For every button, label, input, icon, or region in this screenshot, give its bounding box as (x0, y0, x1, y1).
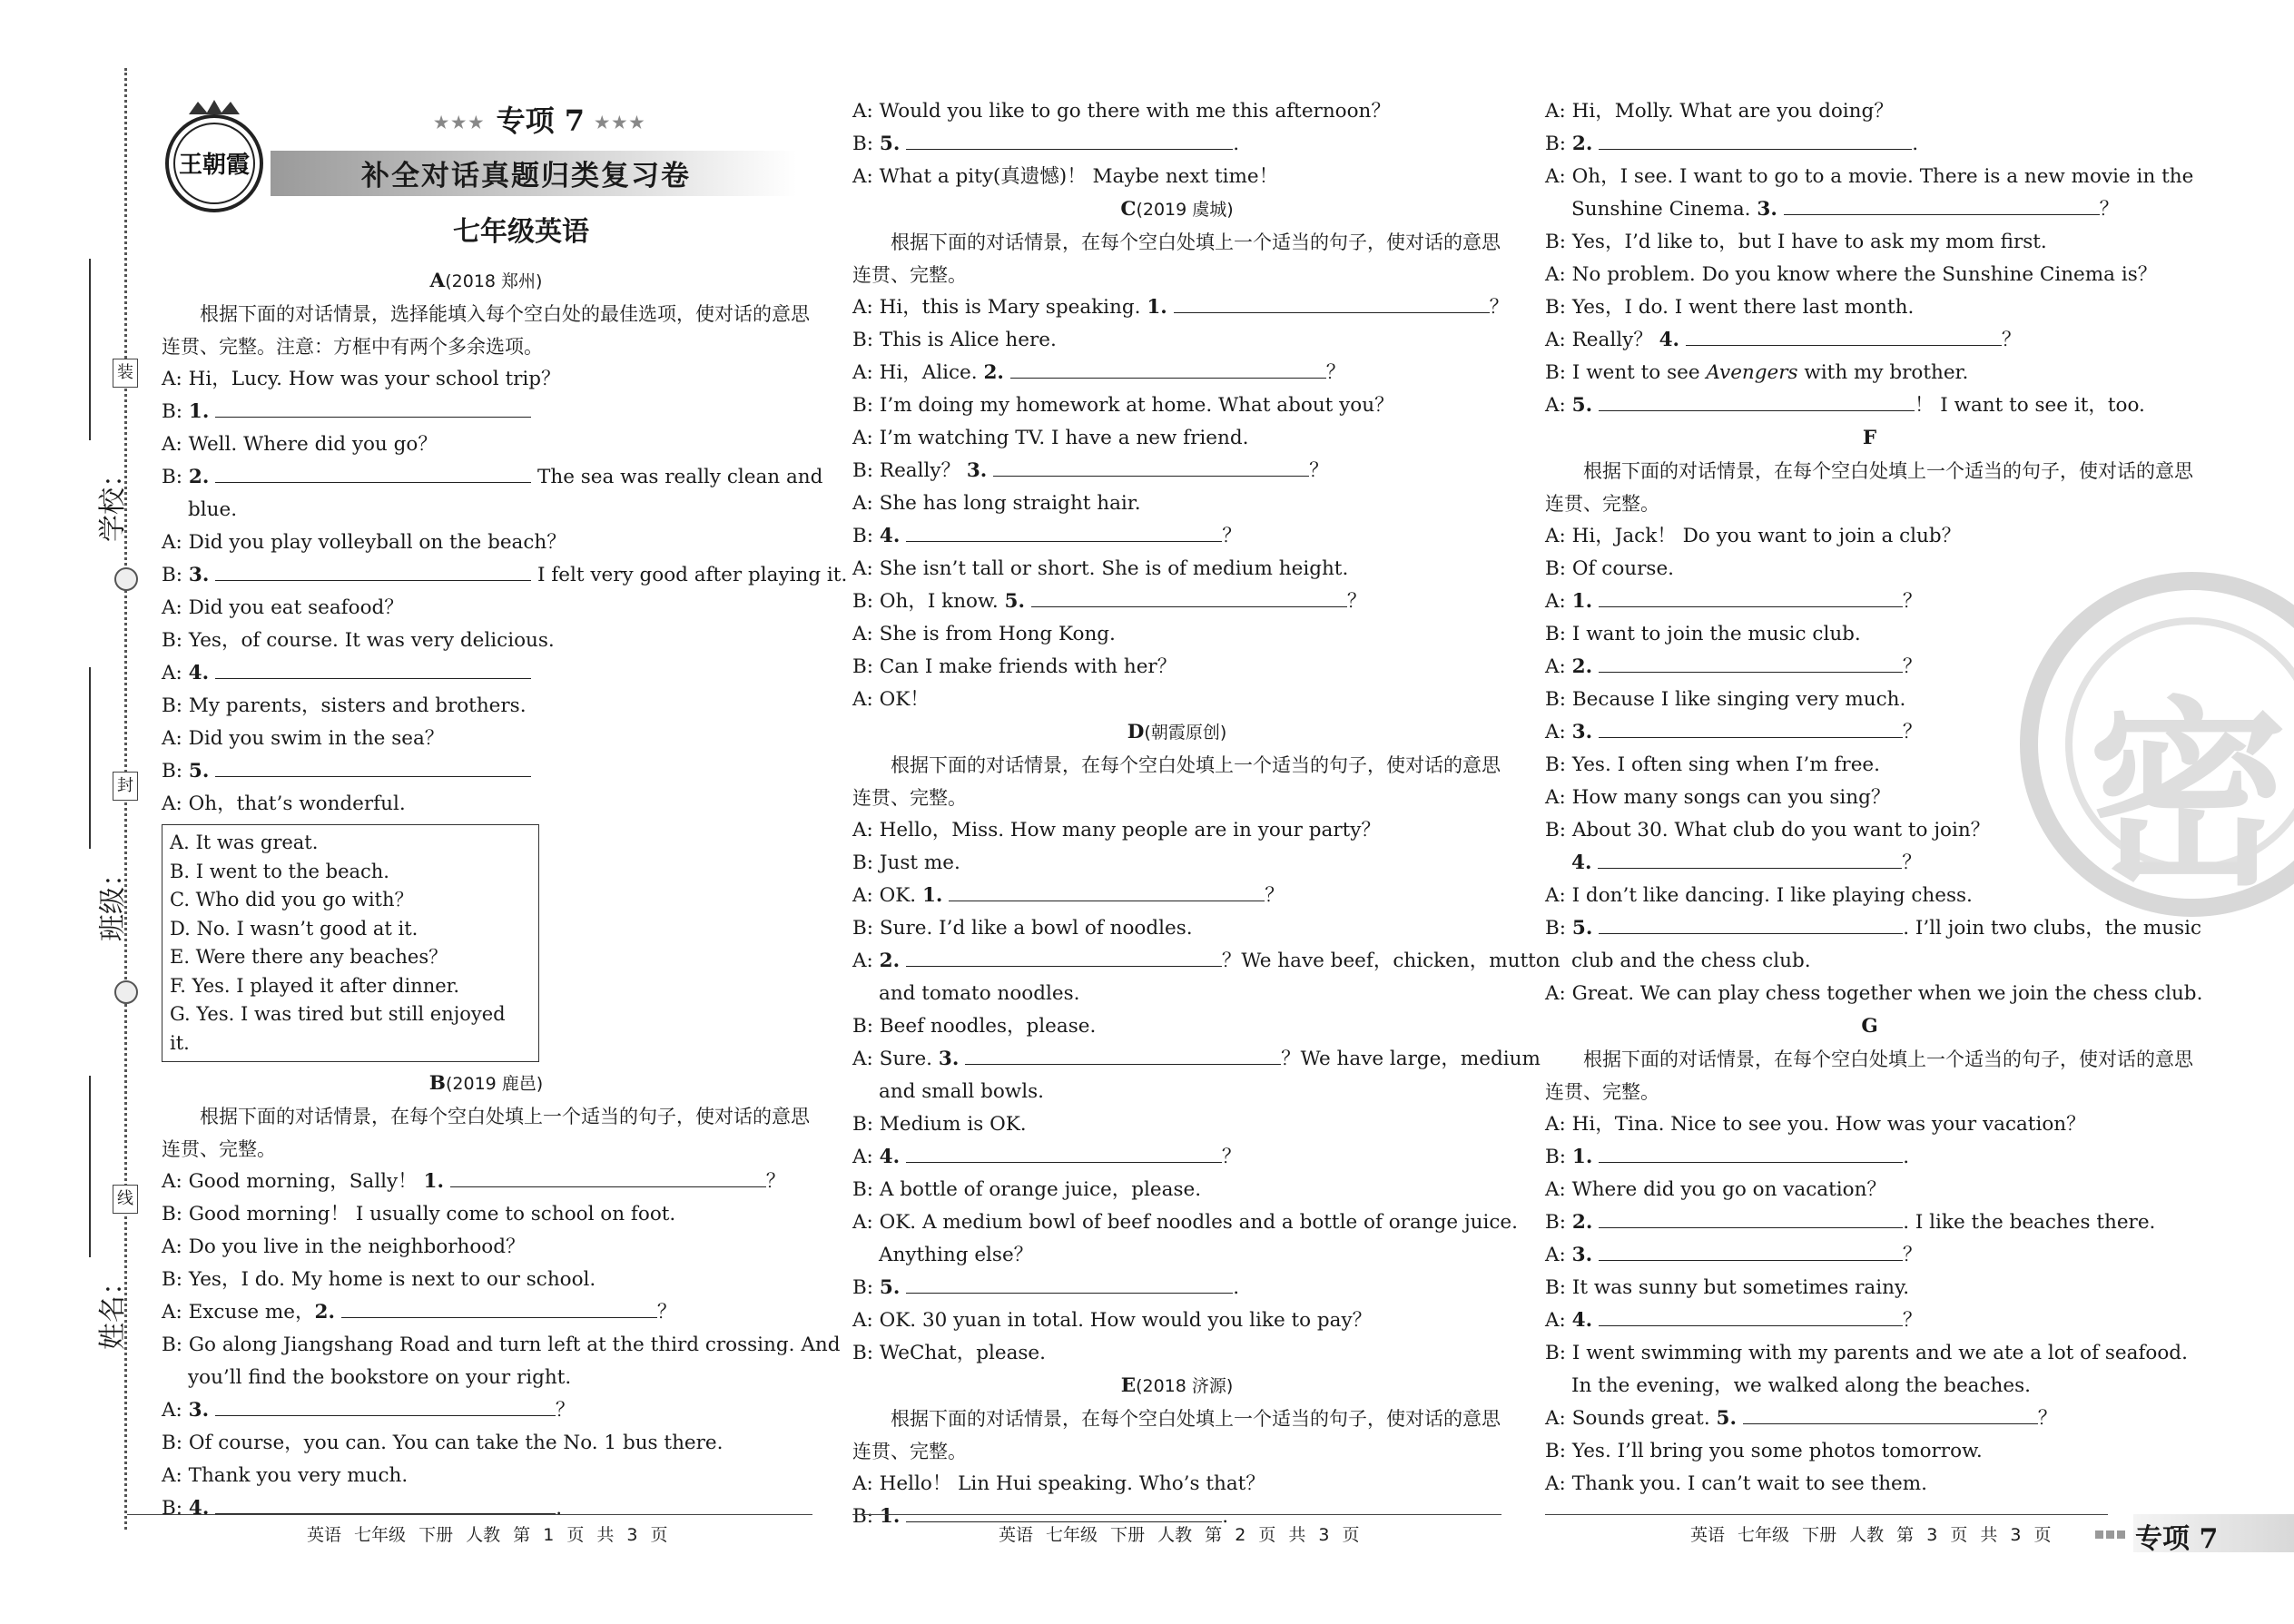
section-d-heading (852, 716, 1501, 749)
dialog-line: B: It was sunny but sometimes rainy. (1545, 1276, 1910, 1299)
dialog-line: B: Go along Jiangshang Road and turn left at the third crossing. And (162, 1334, 841, 1356)
dialog-line: A: Hi，Lucy. How was your school trip？ (162, 368, 561, 390)
dialog-line: B: 5. . I’ll join two clubs，the music (1545, 912, 2194, 945)
logo-text: 王朝霞 (178, 152, 251, 179)
dialog-line: A: Do you live in the neighborhood？ (162, 1235, 526, 1258)
footer-rule (1545, 1514, 2108, 1515)
dialog-line: B: A bottle of orange juice，please. (852, 1178, 1202, 1201)
dialog-line: A: 5. ！ I want to see it，too. (1545, 389, 2194, 422)
school-rule (89, 259, 91, 440)
page-footer-1: 英语 七年级 下册 人教 第 1 页 共 3 页 (307, 1525, 668, 1545)
answer-blank[interactable] (341, 1297, 657, 1318)
option-item: E. Were there any beaches？ (170, 946, 448, 968)
answer-blank[interactable] (906, 1273, 1233, 1294)
answer-blank[interactable] (1599, 129, 1912, 150)
section-c-instructions: 根据下面的对话情景，在每个空白处填上一个适当的句子，使对话的意思连贯、完整。 (852, 231, 1501, 286)
page-footer-2: 英语 七年级 下册 人教 第 2 页 共 3 页 (999, 1525, 1360, 1545)
topic-badge-text: 专项 7 (496, 103, 585, 138)
answer-blank[interactable] (450, 1166, 766, 1187)
dialog-line: A: Sure. 3. ？We have large，medium (852, 1043, 1501, 1076)
answer-blank[interactable] (949, 881, 1265, 901)
dialog-line: B: Yes，of course. It was very delicious. (162, 629, 555, 652)
dialog-line: B: Yes. I’ll bring you some photos tomorrow. (1545, 1440, 1983, 1462)
dialog-line: A: Great. We can play chess together when we join the chess club. (1545, 982, 2203, 1005)
dialog-line: A: 4. ？ (852, 1141, 1501, 1174)
option-item: F. Yes. I played it after dinner. (170, 974, 460, 997)
dialog-line: A: Thank you. I can’t wait to see them. (1545, 1472, 1928, 1495)
watermark-char: 密 (2088, 680, 2289, 912)
section-f-heading: F (1862, 427, 1877, 449)
dialog-line: A: She is from Hong Kong. (852, 623, 1116, 645)
dialog-line: A: Oh，I see. I want to go to a movie. There is a new movie in the (1545, 165, 2194, 188)
answer-blank[interactable] (906, 521, 1222, 542)
dialog-line: A: 3. ？ (162, 1394, 811, 1427)
dialog-line: A: Really？ 4. ？ (1545, 324, 2194, 357)
answer-blank[interactable] (1599, 652, 1903, 673)
corner-tag-text: 专项 7 (2135, 1523, 2219, 1555)
section-f-instructions: 根据下面的对话情景，在每个空白处填上一个适当的句子，使对话的意思连贯、完整。 (1545, 460, 2193, 515)
name-rule (89, 1076, 91, 1257)
brand-logo-icon (162, 98, 267, 218)
footer-rule (127, 1514, 812, 1515)
answer-blank[interactable] (215, 658, 531, 679)
page-header (162, 98, 811, 248)
dialog-line: you’ll find the bookstore on your right. (188, 1366, 572, 1389)
answer-blank[interactable] (215, 1395, 556, 1416)
dialog-line: B: Because I like singing very much. (1545, 688, 1906, 711)
dialog-line: A: I don’t like dancing. I like playing chess. (1545, 884, 1973, 907)
answer-blank[interactable] (1599, 586, 1903, 607)
dialog-line: B: I’m doing my homework at home. What about you？ (852, 394, 1394, 417)
topic-badge (434, 98, 647, 140)
seal-char-xian: 线 (113, 1185, 138, 1214)
option-item: A. It was great. (170, 832, 319, 853)
answer-blank[interactable] (215, 560, 531, 581)
dialog-line: B: Yes，I do. My home is next to our school. (162, 1268, 596, 1291)
dialog-line: blue. (188, 498, 238, 521)
dialog-line: B: 2. . I like the beaches there. (1545, 1206, 2194, 1239)
dialog-line: A: Hi，this is Mary speaking. 1. ？ (852, 291, 1501, 324)
section-e-heading (852, 1370, 1501, 1403)
dialog-line: 4. ？ (1545, 847, 2194, 880)
dialog-line: A: What a pity(真遗憾)！ Maybe next time！ (852, 165, 1279, 188)
answer-blank[interactable] (1743, 1403, 2038, 1424)
seal-char-zhuang: 装 (113, 359, 138, 388)
section-a-letter: A (429, 270, 446, 292)
option-item: C. Who did you go with？ (170, 889, 414, 910)
dialog-line: B: 2. . (1545, 128, 2194, 161)
dialog-line: B: 1. . (852, 1501, 1501, 1533)
dialog-line: A: OK. A medium bowl of beef noodles and a bottle of orange juice. (852, 1211, 1518, 1234)
dialog-line: and tomato noodles. (879, 982, 1080, 1005)
answer-blank[interactable] (1599, 1240, 1903, 1261)
section-e-source: (2018 济源) (1136, 1376, 1234, 1396)
dialog-line: Sunshine Cinema. 3. ？ (1545, 193, 2194, 226)
dialog-line: A: 4. (162, 657, 811, 690)
answer-blank[interactable] (215, 1493, 556, 1514)
column-3 (1545, 95, 2203, 1501)
answer-blank[interactable] (1031, 586, 1347, 607)
binding-hole (114, 567, 138, 591)
answer-blank[interactable] (215, 756, 531, 777)
dialog-line: B: 1. . (1545, 1141, 2194, 1174)
dialog-line: A: Hello，Miss. How many people are in your party？ (852, 819, 1381, 842)
dialog-line: and small bowls. (879, 1080, 1044, 1103)
dialog-line: B: About 30. What club do you want to join？ (1545, 819, 1991, 842)
binding-hole (114, 980, 138, 1004)
dialog-line: B: 5. . (852, 128, 1501, 161)
dialog-line: B: Really？ 3. ？ (852, 455, 1501, 487)
answer-blank[interactable] (906, 1501, 1222, 1522)
answer-blank[interactable] (1599, 717, 1903, 738)
answer-blank[interactable] (1599, 913, 1903, 934)
section-g-instructions: 根据下面的对话情景，在每个空白处填上一个适当的句子，使对话的意思连贯、完整。 (1545, 1048, 2193, 1103)
section-b-heading (162, 1068, 811, 1100)
dialog-line: B: 3. I felt very good after playing it. (162, 559, 811, 592)
answer-blank[interactable] (1599, 390, 1915, 411)
answer-blank[interactable] (1598, 848, 1902, 869)
answer-blank[interactable] (906, 946, 1222, 967)
page-title: 七年级英语 (453, 216, 589, 248)
dialog-line: A: She isn’t tall or short. She is of medium height. (852, 557, 1349, 580)
dialog-line: A: OK！ (852, 688, 930, 711)
dialog-line: B: Just me. (852, 851, 960, 874)
column-1 (162, 265, 848, 1525)
dialog-line: B: Yes. I often sing when I’m free. (1545, 753, 1880, 776)
answer-blank[interactable] (1784, 194, 2100, 215)
dialog-line: A: Did you swim in the sea？ (162, 727, 445, 750)
dialog-line: A: Hi，Alice. 2. ？ (852, 357, 1501, 389)
dialog-line: club and the chess club. (1571, 950, 1811, 972)
options-box (162, 824, 539, 1062)
seal-char-feng: 封 (113, 772, 138, 801)
answer-blank[interactable] (215, 397, 531, 418)
dialog-line: A: She has long straight hair. (852, 492, 1141, 515)
dialog-line: B: Oh，I know. 5. ？ (852, 586, 1501, 618)
section-a-instructions: 根据下面的对话情景，选择能填入每个空白处的最佳选项，使对话的意思连贯、完整。注意：方框中有两个多余选项。 (162, 303, 810, 358)
dialog-line: A: 1. ？ (1545, 586, 2194, 618)
star-icon: ★★★ (595, 113, 647, 133)
dialog-line: B: Beef noodles，please. (852, 1015, 1097, 1038)
dialog-line: B: I went swimming with my parents and we ate a lot of seafood. (1545, 1342, 2188, 1364)
dialog-line: B: Good morning！ I usually come to school on foot. (162, 1203, 676, 1225)
section-e-instructions: 根据下面的对话情景，在每个空白处填上一个适当的句子，使对话的意思连贯、完整。 (852, 1408, 1501, 1462)
answer-blank[interactable] (993, 456, 1309, 477)
dialog-line: B: 4. ？ (852, 520, 1501, 553)
option-item: G. Yes. I was tired but still enjoyed it. (170, 1003, 506, 1054)
school-label: 学校： (97, 460, 129, 542)
dialog-line: A: 3. ？ (1545, 1239, 2194, 1272)
answer-blank[interactable] (906, 129, 1233, 150)
footer-rule (852, 1514, 1501, 1515)
section-a-heading (162, 265, 811, 298)
class-rule (89, 667, 91, 849)
section-d-source: (朝霞原创) (1144, 723, 1227, 743)
section-b-instructions: 根据下面的对话情景，在每个空白处填上一个适当的句子，使对话的意思连贯、完整。 (162, 1106, 810, 1160)
dialog-line: A: Excuse me，2. ？ (162, 1296, 811, 1329)
dialog-line: A: Hello！ Lin Hui speaking. Who’s that？ (852, 1472, 1265, 1495)
dialog-line: Anything else？ (879, 1244, 1034, 1266)
section-g-heading: G (1861, 1015, 1878, 1038)
dialog-line: A: Hi，Jack！ Do you want to join a club？ (1545, 525, 1962, 547)
dialog-line: A: Thank you very much. (162, 1464, 409, 1487)
answer-blank[interactable] (1599, 1305, 1903, 1326)
answer-blank[interactable] (906, 1142, 1222, 1163)
dialog-line: B: 4. . (162, 1492, 811, 1525)
dialog-line: B: I want to join the music club. (1545, 623, 1861, 645)
dialog-line: A: No problem. Do you know where the Sunshine Cinema is？ (1545, 263, 2158, 286)
dialog-line: B: Sure. I’d like a bowl of noodles. (852, 917, 1193, 940)
banner-title: 补全对话真题归类复习卷 (361, 160, 691, 192)
dialog-line: A: OK. 30 yuan in total. How would you like to pay？ (852, 1309, 1373, 1332)
section-d-instructions: 根据下面的对话情景，在每个空白处填上一个适当的句子，使对话的意思连贯、完整。 (852, 754, 1501, 809)
dialog-line: B: Medium is OK. (852, 1113, 1027, 1136)
section-b-source: (2019 鹿邑) (445, 1074, 544, 1094)
dialog-line: A: Sounds great. 5. ？ (1545, 1403, 2194, 1435)
dialog-line: A: Hi，Molly. What are you doing？ (1545, 100, 1894, 123)
class-label: 班级： (97, 860, 129, 941)
section-a-source: (2018 郑州) (445, 271, 543, 291)
section-b-letter: B (428, 1072, 446, 1095)
section-c-heading (852, 193, 1501, 226)
option-item: D. No. I wasn’t good at it. (170, 917, 418, 940)
dialog-line: A: Hi，Tina. Nice to see you. How was your vacation？ (1545, 1113, 2086, 1136)
option-item: B. I went to the beach. (170, 860, 389, 882)
dialog-line: A: How many songs can you sing？ (1545, 786, 1891, 809)
dialog-line: A: Would you like to go there with me this afternoon？ (852, 100, 1391, 123)
answer-blank[interactable] (1599, 1142, 1903, 1163)
dialog-line: A: Well. Where did you go？ (162, 433, 438, 456)
dialog-line: A: Did you play volleyball on the beach？ (162, 531, 566, 554)
dialog-line: B: WeChat，please. (852, 1342, 1046, 1364)
name-label: 姓名： (97, 1268, 129, 1350)
dialog-line: B: Of course. (1545, 557, 1674, 580)
section-c-source: (2019 虞城) (1136, 200, 1234, 220)
dialog-line: B: Can I make friends with her？ (852, 655, 1177, 678)
dialog-line: B: 2. The sea was really clean and (162, 461, 811, 494)
dialog-line: A: Where did you go on vacation？ (1545, 1178, 1886, 1201)
page-footer-3: 英语 七年级 下册 人教 第 3 页 共 3 页 (1690, 1525, 2052, 1545)
dialog-line: B: Yes，I do. I went there last month. (1545, 296, 1915, 319)
dialog-line: B: 5. (162, 755, 811, 788)
corner-squares-icon (2095, 1525, 2128, 1542)
dialog-line: A: Did you eat seafood？ (162, 596, 404, 619)
dialog-line: B: I went to see Avengers with my brother. (1545, 361, 1969, 384)
answer-blank[interactable] (1686, 325, 2002, 346)
dialog-line: A: 4. ？ (1545, 1304, 2194, 1337)
dialog-line: B: This is Alice here. (852, 329, 1057, 351)
dialog-line: A: OK. 1. ？ (852, 880, 1501, 912)
star-icon: ★★★ (434, 113, 487, 133)
dialog-line: A: 2. ？We have beef，chicken，mutton (852, 945, 1501, 978)
dialog-line: A: Good morning，Sally！ 1. ？ (162, 1166, 811, 1198)
section-c-letter: C (1120, 198, 1137, 221)
answer-blank[interactable] (215, 462, 531, 483)
answer-blank[interactable] (1010, 358, 1326, 379)
binding-margin (0, 0, 145, 1624)
answer-blank[interactable] (1599, 1207, 1903, 1228)
dialog-line: B: 1. (162, 396, 811, 428)
dialog-line: A: 3. ？ (1545, 716, 2194, 749)
dialog-line: B: 5. . (852, 1272, 1501, 1304)
dialog-line: B: Yes，I’d like to，but I have to ask my mom first. (1545, 231, 2047, 253)
dialog-line: In the evening，we walked along the beaches. (1571, 1374, 2031, 1397)
corner-tag (2133, 1514, 2294, 1555)
answer-blank[interactable] (965, 1044, 1281, 1065)
column-2 (852, 95, 1561, 1533)
section-e-letter: E (1120, 1374, 1137, 1397)
dialog-line: B: My parents，sisters and brothers. (162, 694, 527, 717)
dialog-line: A: 2. ？ (1545, 651, 2194, 684)
section-d-letter: D (1127, 721, 1145, 743)
dialog-line: A: I’m watching TV. I have a new friend. (852, 427, 1249, 449)
dialog-line: B: Of course，you can. You can take the No. 1 bus there. (162, 1432, 724, 1454)
answer-blank[interactable] (1174, 292, 1490, 313)
dialog-line: A: Oh，that’s wonderful. (162, 792, 406, 815)
